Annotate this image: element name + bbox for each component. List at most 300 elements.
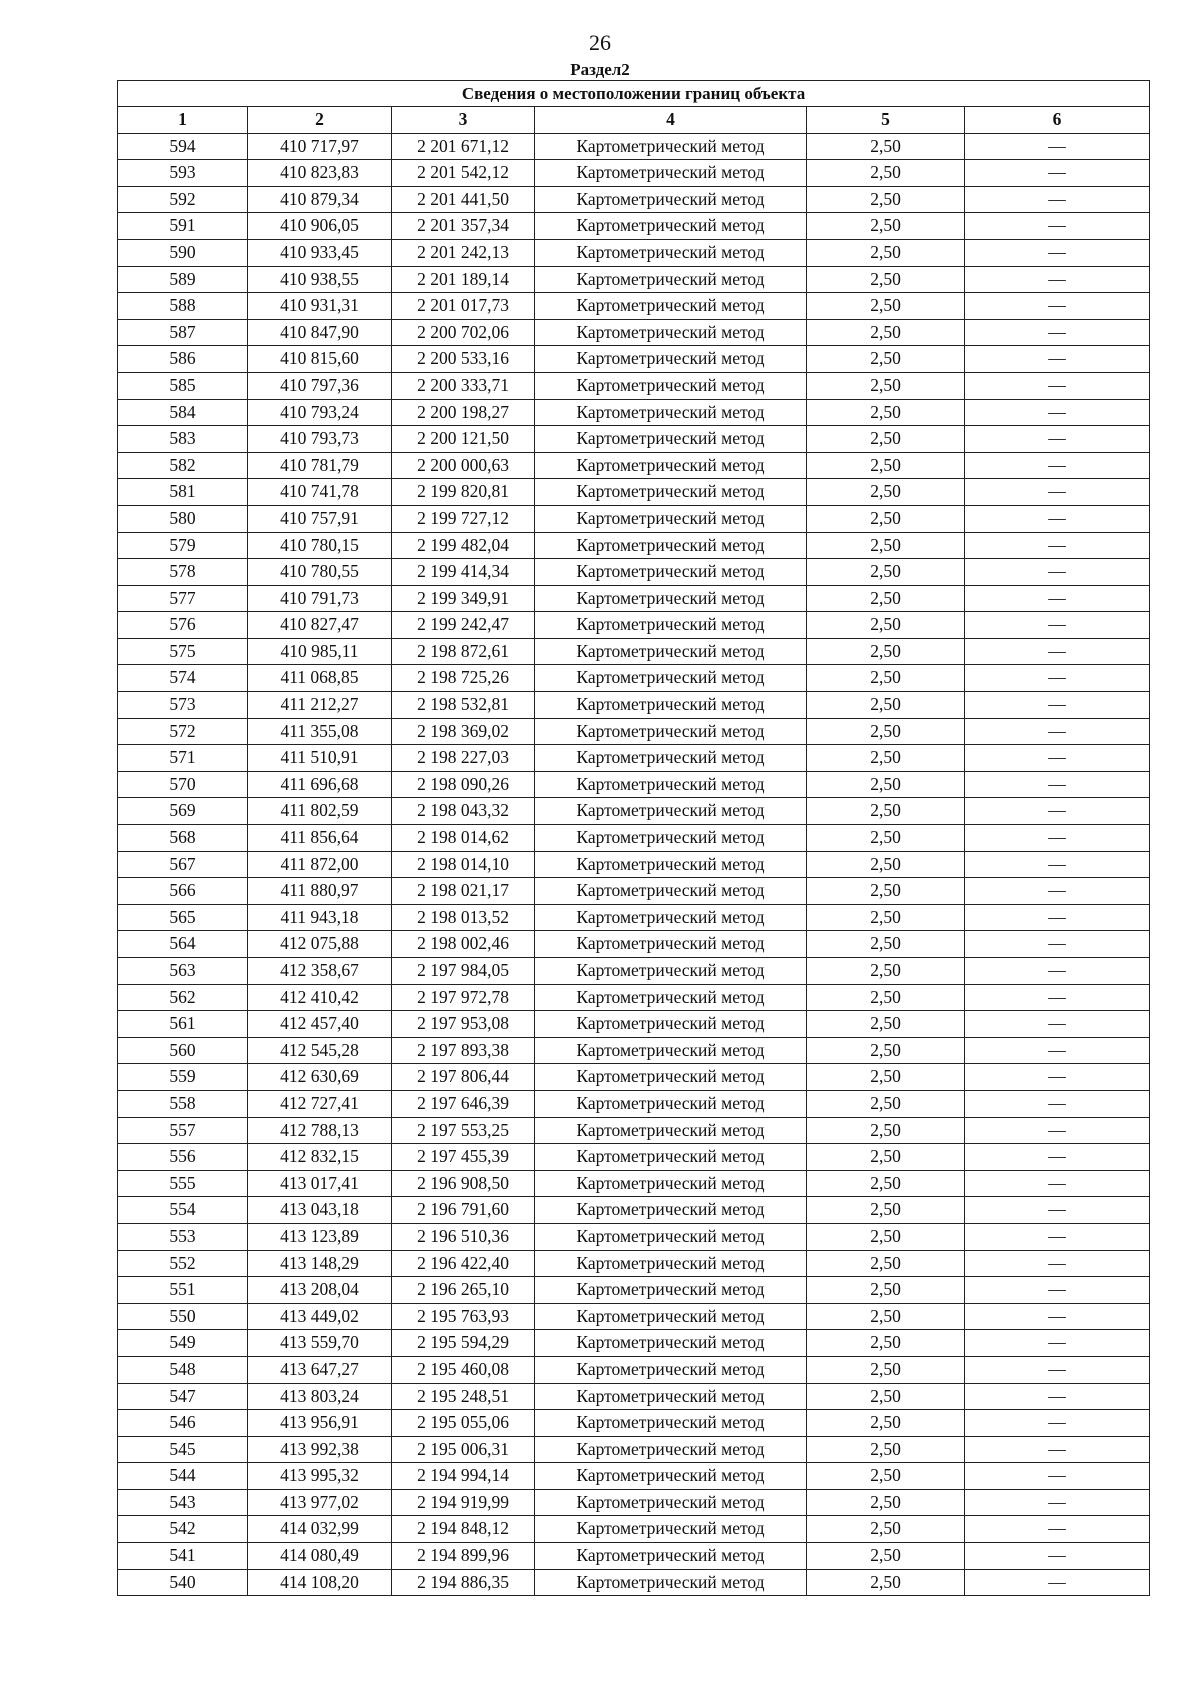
cell-coord-y: 2 195 006,31 (392, 1436, 535, 1463)
cell-coord-x: 413 148,29 (248, 1250, 392, 1277)
cell-accuracy: 2,50 (807, 1197, 965, 1224)
cell-accuracy: 2,50 (807, 1410, 965, 1437)
boundary-coordinates-table (117, 80, 1150, 1596)
cell-point-number: 548 (118, 1356, 248, 1383)
cell-method: Картометрический метод (535, 585, 807, 612)
cell-point-number: 559 (118, 1064, 248, 1091)
cell-method: Картометрический метод (535, 665, 807, 692)
cell-description: — (965, 771, 1150, 798)
cell-description: — (965, 186, 1150, 213)
cell-coord-x: 413 803,24 (248, 1383, 392, 1410)
cell-method: Картометрический метод (535, 160, 807, 187)
cell-description: — (965, 1569, 1150, 1596)
cell-coord-y: 2 200 000,63 (392, 452, 535, 479)
table-row (118, 692, 1150, 719)
cell-point-number: 590 (118, 239, 248, 266)
table-row (118, 745, 1150, 772)
cell-coord-x: 410 931,31 (248, 293, 392, 320)
cell-method: Картометрический метод (535, 479, 807, 506)
cell-coord-y: 2 198 002,46 (392, 931, 535, 958)
cell-method: Картометрический метод (535, 1090, 807, 1117)
table-row (118, 160, 1150, 187)
cell-description: — (965, 160, 1150, 187)
cell-coord-x: 412 630,69 (248, 1064, 392, 1091)
cell-coord-x: 412 545,28 (248, 1037, 392, 1064)
cell-point-number: 562 (118, 984, 248, 1011)
cell-coord-x: 410 791,73 (248, 585, 392, 612)
cell-coord-x: 413 208,04 (248, 1277, 392, 1304)
table-row (118, 346, 1150, 373)
cell-coord-y: 2 199 482,04 (392, 532, 535, 559)
table-row (118, 1090, 1150, 1117)
cell-coord-y: 2 195 055,06 (392, 1410, 535, 1437)
cell-coord-x: 414 032,99 (248, 1516, 392, 1543)
cell-accuracy: 2,50 (807, 1489, 965, 1516)
cell-accuracy: 2,50 (807, 771, 965, 798)
cell-accuracy: 2,50 (807, 1117, 965, 1144)
table-row (118, 532, 1150, 559)
cell-coord-x: 413 995,32 (248, 1463, 392, 1490)
cell-point-number: 578 (118, 559, 248, 586)
cell-coord-x: 411 880,97 (248, 878, 392, 905)
cell-method: Картометрический метод (535, 1011, 807, 1038)
cell-method: Картометрический метод (535, 532, 807, 559)
cell-accuracy: 2,50 (807, 505, 965, 532)
table-row (118, 266, 1150, 293)
cell-description: — (965, 1011, 1150, 1038)
cell-description: — (965, 426, 1150, 453)
cell-accuracy: 2,50 (807, 293, 965, 320)
cell-description: — (965, 1223, 1150, 1250)
cell-description: — (965, 851, 1150, 878)
cell-coord-y: 2 199 349,91 (392, 585, 535, 612)
cell-accuracy: 2,50 (807, 1463, 965, 1490)
cell-description: — (965, 798, 1150, 825)
cell-description: — (965, 1117, 1150, 1144)
table-row (118, 426, 1150, 453)
cell-accuracy: 2,50 (807, 825, 965, 852)
table-caption: Сведения о местоположении границ объекта (118, 81, 1150, 107)
cell-accuracy: 2,50 (807, 1250, 965, 1277)
table-row (118, 479, 1150, 506)
cell-method: Картометрический метод (535, 638, 807, 665)
cell-method: Картометрический метод (535, 692, 807, 719)
table-row (118, 718, 1150, 745)
table-row (118, 984, 1150, 1011)
cell-coord-y: 2 195 248,51 (392, 1383, 535, 1410)
cell-accuracy: 2,50 (807, 1543, 965, 1570)
table-row (118, 372, 1150, 399)
cell-coord-y: 2 198 014,62 (392, 825, 535, 852)
cell-coord-x: 410 793,24 (248, 399, 392, 426)
cell-coord-x: 413 977,02 (248, 1489, 392, 1516)
cell-method: Картометрический метод (535, 825, 807, 852)
cell-accuracy: 2,50 (807, 532, 965, 559)
cell-accuracy: 2,50 (807, 266, 965, 293)
cell-description: — (965, 1463, 1150, 1490)
cell-coord-y: 2 197 646,39 (392, 1090, 535, 1117)
table-row (118, 1489, 1150, 1516)
cell-method: Картометрический метод (535, 505, 807, 532)
cell-accuracy: 2,50 (807, 1303, 965, 1330)
cell-coord-y: 2 198 021,17 (392, 878, 535, 905)
cell-method: Картометрический метод (535, 1223, 807, 1250)
table-row (118, 1064, 1150, 1091)
cell-point-number: 579 (118, 532, 248, 559)
cell-coord-y: 2 196 510,36 (392, 1223, 535, 1250)
cell-description: — (965, 559, 1150, 586)
cell-point-number: 589 (118, 266, 248, 293)
cell-accuracy: 2,50 (807, 745, 965, 772)
cell-accuracy: 2,50 (807, 851, 965, 878)
cell-method: Картометрический метод (535, 1543, 807, 1570)
table-row (118, 213, 1150, 240)
cell-accuracy: 2,50 (807, 692, 965, 719)
cell-point-number: 567 (118, 851, 248, 878)
cell-coord-y: 2 201 542,12 (392, 160, 535, 187)
cell-description: — (965, 1489, 1150, 1516)
cell-description: — (965, 532, 1150, 559)
table-row (118, 958, 1150, 985)
cell-coord-y: 2 194 899,96 (392, 1543, 535, 1570)
cell-accuracy: 2,50 (807, 798, 965, 825)
cell-method: Картометрический метод (535, 1303, 807, 1330)
cell-point-number: 568 (118, 825, 248, 852)
table-row (118, 665, 1150, 692)
cell-coord-y: 2 199 727,12 (392, 505, 535, 532)
table-row (118, 1356, 1150, 1383)
cell-coord-x: 414 080,49 (248, 1543, 392, 1570)
cell-accuracy: 2,50 (807, 133, 965, 160)
cell-point-number: 560 (118, 1037, 248, 1064)
cell-description: — (965, 825, 1150, 852)
table-body (118, 133, 1150, 1596)
cell-description: — (965, 1250, 1150, 1277)
cell-coord-x: 410 906,05 (248, 213, 392, 240)
cell-coord-y: 2 201 017,73 (392, 293, 535, 320)
cell-method: Картометрический метод (535, 745, 807, 772)
cell-point-number: 587 (118, 319, 248, 346)
cell-point-number: 572 (118, 718, 248, 745)
cell-coord-y: 2 198 090,26 (392, 771, 535, 798)
cell-coord-x: 410 757,91 (248, 505, 392, 532)
cell-coord-x: 413 992,38 (248, 1436, 392, 1463)
cell-coord-y: 2 197 972,78 (392, 984, 535, 1011)
cell-method: Картометрический метод (535, 1383, 807, 1410)
table-row (118, 319, 1150, 346)
cell-accuracy: 2,50 (807, 1011, 965, 1038)
cell-description: — (965, 479, 1150, 506)
cell-description: — (965, 638, 1150, 665)
cell-accuracy: 2,50 (807, 878, 965, 905)
cell-coord-y: 2 198 872,61 (392, 638, 535, 665)
cell-description: — (965, 1543, 1150, 1570)
table-row (118, 1463, 1150, 1490)
cell-coord-y: 2 199 820,81 (392, 479, 535, 506)
cell-accuracy: 2,50 (807, 319, 965, 346)
table-row (118, 1330, 1150, 1357)
cell-description: — (965, 1303, 1150, 1330)
cell-coord-y: 2 198 532,81 (392, 692, 535, 719)
table-row (118, 133, 1150, 160)
cell-coord-x: 410 985,11 (248, 638, 392, 665)
cell-coord-x: 410 815,60 (248, 346, 392, 373)
cell-description: — (965, 745, 1150, 772)
cell-method: Картометрический метод (535, 1463, 807, 1490)
cell-accuracy: 2,50 (807, 638, 965, 665)
table-row (118, 1197, 1150, 1224)
table-row (118, 452, 1150, 479)
table-row (118, 505, 1150, 532)
cell-accuracy: 2,50 (807, 160, 965, 187)
cell-point-number: 556 (118, 1144, 248, 1171)
cell-method: Картометрический метод (535, 1037, 807, 1064)
cell-point-number: 576 (118, 612, 248, 639)
cell-coord-x: 412 727,41 (248, 1090, 392, 1117)
table-row (118, 1569, 1150, 1596)
cell-coord-y: 2 198 043,32 (392, 798, 535, 825)
cell-accuracy: 2,50 (807, 1436, 965, 1463)
cell-point-number: 553 (118, 1223, 248, 1250)
cell-coord-y: 2 198 013,52 (392, 904, 535, 931)
cell-point-number: 569 (118, 798, 248, 825)
table-row (118, 1410, 1150, 1437)
cell-method: Картометрический метод (535, 851, 807, 878)
cell-point-number: 592 (118, 186, 248, 213)
cell-coord-y: 2 194 919,99 (392, 1489, 535, 1516)
page-number: 26 (589, 30, 611, 55)
cell-point-number: 543 (118, 1489, 248, 1516)
cell-point-number: 591 (118, 213, 248, 240)
cell-accuracy: 2,50 (807, 612, 965, 639)
cell-coord-y: 2 194 886,35 (392, 1569, 535, 1596)
cell-coord-x: 410 847,90 (248, 319, 392, 346)
cell-point-number: 540 (118, 1569, 248, 1596)
cell-description: — (965, 1064, 1150, 1091)
cell-method: Картометрический метод (535, 1117, 807, 1144)
cell-coord-y: 2 198 014,10 (392, 851, 535, 878)
cell-coord-x: 414 108,20 (248, 1569, 392, 1596)
cell-accuracy: 2,50 (807, 1277, 965, 1304)
cell-accuracy: 2,50 (807, 1383, 965, 1410)
cell-point-number: 547 (118, 1383, 248, 1410)
cell-method: Картометрический метод (535, 372, 807, 399)
cell-method: Картометрический метод (535, 266, 807, 293)
cell-description: — (965, 1170, 1150, 1197)
cell-point-number: 554 (118, 1197, 248, 1224)
cell-description: — (965, 1356, 1150, 1383)
cell-method: Картометрический метод (535, 239, 807, 266)
cell-coord-y: 2 201 357,34 (392, 213, 535, 240)
cell-point-number: 563 (118, 958, 248, 985)
cell-coord-y: 2 200 333,71 (392, 372, 535, 399)
column-header-2: 2 (248, 107, 392, 134)
cell-coord-x: 410 717,97 (248, 133, 392, 160)
table-row (118, 1383, 1150, 1410)
cell-point-number: 586 (118, 346, 248, 373)
table-row (118, 1543, 1150, 1570)
cell-method: Картометрический метод (535, 186, 807, 213)
cell-point-number: 542 (118, 1516, 248, 1543)
table-caption-row (118, 81, 1150, 107)
cell-coord-x: 411 510,91 (248, 745, 392, 772)
cell-coord-y: 2 201 671,12 (392, 133, 535, 160)
cell-description: — (965, 319, 1150, 346)
cell-point-number: 588 (118, 293, 248, 320)
table-row (118, 851, 1150, 878)
cell-accuracy: 2,50 (807, 1037, 965, 1064)
cell-point-number: 577 (118, 585, 248, 612)
cell-coord-x: 410 781,79 (248, 452, 392, 479)
cell-accuracy: 2,50 (807, 958, 965, 985)
cell-accuracy: 2,50 (807, 399, 965, 426)
cell-coord-y: 2 197 953,08 (392, 1011, 535, 1038)
cell-description: — (965, 958, 1150, 985)
cell-point-number: 541 (118, 1543, 248, 1570)
cell-description: — (965, 1383, 1150, 1410)
cell-method: Картометрический метод (535, 1250, 807, 1277)
cell-description: — (965, 1090, 1150, 1117)
cell-accuracy: 2,50 (807, 665, 965, 692)
cell-method: Картометрический метод (535, 958, 807, 985)
cell-coord-y: 2 200 198,27 (392, 399, 535, 426)
table-row (118, 1144, 1150, 1171)
cell-coord-x: 411 856,64 (248, 825, 392, 852)
cell-method: Картометрический метод (535, 293, 807, 320)
cell-point-number: 575 (118, 638, 248, 665)
cell-accuracy: 2,50 (807, 452, 965, 479)
cell-method: Картометрический метод (535, 133, 807, 160)
table-row (118, 904, 1150, 931)
cell-point-number: 545 (118, 1436, 248, 1463)
cell-coord-x: 410 793,73 (248, 426, 392, 453)
cell-coord-x: 410 797,36 (248, 372, 392, 399)
cell-description: — (965, 1144, 1150, 1171)
cell-coord-y: 2 198 725,26 (392, 665, 535, 692)
cell-method: Картометрический метод (535, 771, 807, 798)
cell-point-number: 561 (118, 1011, 248, 1038)
cell-coord-y: 2 200 121,50 (392, 426, 535, 453)
table-row (118, 1250, 1150, 1277)
cell-coord-y: 2 200 533,16 (392, 346, 535, 373)
cell-coord-y: 2 199 414,34 (392, 559, 535, 586)
table-row (118, 1436, 1150, 1463)
cell-method: Картометрический метод (535, 213, 807, 240)
cell-coord-x: 411 355,08 (248, 718, 392, 745)
column-header-1: 1 (118, 107, 248, 134)
table-row (118, 1170, 1150, 1197)
cell-point-number: 574 (118, 665, 248, 692)
cell-point-number: 570 (118, 771, 248, 798)
cell-point-number: 580 (118, 505, 248, 532)
cell-point-number: 564 (118, 931, 248, 958)
cell-point-number: 582 (118, 452, 248, 479)
cell-coord-y: 2 198 369,02 (392, 718, 535, 745)
cell-coord-y: 2 197 893,38 (392, 1037, 535, 1064)
cell-coord-x: 411 872,00 (248, 851, 392, 878)
cell-coord-x: 410 780,15 (248, 532, 392, 559)
table-row (118, 825, 1150, 852)
cell-coord-y: 2 201 242,13 (392, 239, 535, 266)
cell-coord-x: 411 068,85 (248, 665, 392, 692)
cell-coord-x: 413 017,41 (248, 1170, 392, 1197)
cell-coord-x: 413 043,18 (248, 1197, 392, 1224)
cell-coord-y: 2 194 848,12 (392, 1516, 535, 1543)
cell-coord-x: 410 827,47 (248, 612, 392, 639)
table-row (118, 931, 1150, 958)
cell-point-number: 557 (118, 1117, 248, 1144)
cell-coord-x: 412 788,13 (248, 1117, 392, 1144)
cell-method: Картометрический метод (535, 878, 807, 905)
cell-coord-x: 411 212,27 (248, 692, 392, 719)
cell-coord-x: 410 938,55 (248, 266, 392, 293)
cell-accuracy: 2,50 (807, 1569, 965, 1596)
cell-coord-x: 413 559,70 (248, 1330, 392, 1357)
cell-coord-x: 412 358,67 (248, 958, 392, 985)
cell-point-number: 594 (118, 133, 248, 160)
table-row (118, 585, 1150, 612)
column-header-4: 4 (535, 107, 807, 134)
cell-coord-y: 2 195 763,93 (392, 1303, 535, 1330)
cell-coord-y: 2 197 553,25 (392, 1117, 535, 1144)
table-row (118, 186, 1150, 213)
section-title: Раздел2 (570, 60, 630, 79)
cell-coord-x: 410 780,55 (248, 559, 392, 586)
column-header-5: 5 (807, 107, 965, 134)
cell-method: Картометрический метод (535, 798, 807, 825)
cell-description: — (965, 1277, 1150, 1304)
cell-accuracy: 2,50 (807, 372, 965, 399)
table-row (118, 293, 1150, 320)
cell-description: — (965, 266, 1150, 293)
cell-method: Картометрический метод (535, 559, 807, 586)
table-row (118, 798, 1150, 825)
table-row (118, 1277, 1150, 1304)
cell-description: — (965, 1197, 1150, 1224)
table-head (118, 81, 1150, 134)
cell-accuracy: 2,50 (807, 1356, 965, 1383)
cell-coord-y: 2 197 984,05 (392, 958, 535, 985)
column-header-row (118, 107, 1150, 134)
cell-accuracy: 2,50 (807, 559, 965, 586)
cell-method: Картометрический метод (535, 1516, 807, 1543)
table-row (118, 1516, 1150, 1543)
cell-method: Картометрический метод (535, 1170, 807, 1197)
cell-accuracy: 2,50 (807, 239, 965, 266)
cell-method: Картометрический метод (535, 319, 807, 346)
cell-description: — (965, 239, 1150, 266)
cell-point-number: 571 (118, 745, 248, 772)
cell-accuracy: 2,50 (807, 213, 965, 240)
cell-point-number: 552 (118, 1250, 248, 1277)
cell-point-number: 550 (118, 1303, 248, 1330)
cell-method: Картометрический метод (535, 718, 807, 745)
cell-accuracy: 2,50 (807, 1330, 965, 1357)
cell-coord-x: 410 823,83 (248, 160, 392, 187)
cell-coord-y: 2 201 189,14 (392, 266, 535, 293)
cell-description: — (965, 718, 1150, 745)
cell-point-number: 565 (118, 904, 248, 931)
cell-method: Картометрический метод (535, 1064, 807, 1091)
cell-accuracy: 2,50 (807, 1516, 965, 1543)
cell-coord-x: 411 696,68 (248, 771, 392, 798)
cell-coord-y: 2 200 702,06 (392, 319, 535, 346)
cell-coord-x: 412 457,40 (248, 1011, 392, 1038)
cell-accuracy: 2,50 (807, 346, 965, 373)
cell-description: — (965, 1410, 1150, 1437)
cell-coord-y: 2 196 422,40 (392, 1250, 535, 1277)
cell-coord-x: 412 075,88 (248, 931, 392, 958)
